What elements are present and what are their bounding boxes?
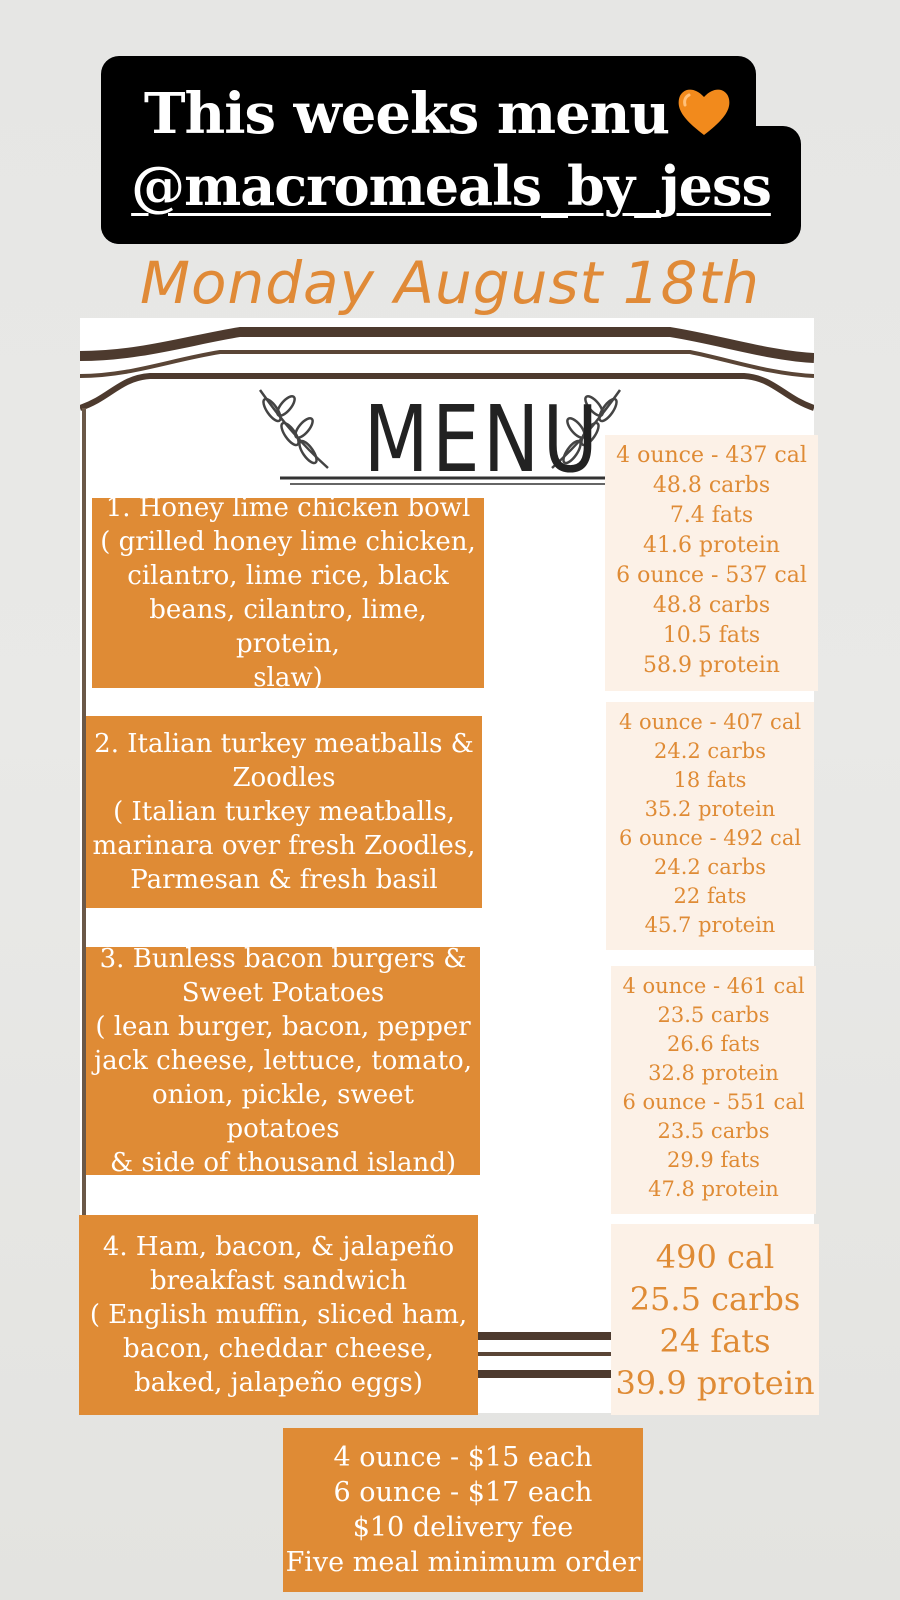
item-line: beans, cilantro, lime, protein, <box>149 595 427 659</box>
nutrition-line: 23.5 carbs <box>657 1003 770 1027</box>
nutrition-line: 490 cal <box>655 1238 775 1276</box>
item-line: ( English muffin, sliced ham, <box>89 1300 468 1330</box>
item-line: Sweet Potatoes <box>181 978 385 1008</box>
nutrition-line: 6 ounce - 537 cal <box>616 563 807 588</box>
nutrition-line: 24.2 carbs <box>654 739 766 763</box>
nutrition-line: 48.8 carbs <box>652 473 771 498</box>
handle-mention-link[interactable]: @macromeals_by_jess <box>131 154 771 218</box>
item-line: Zoodles <box>232 763 336 793</box>
item-line: ( Italian turkey meatballs, <box>113 797 455 827</box>
item-line: Parmesan & fresh basil <box>130 865 438 895</box>
item-line: 3. Bunless bacon burgers & <box>99 944 467 974</box>
nutrition-item-2 <box>606 702 814 950</box>
nutrition-item-4 <box>611 1224 819 1415</box>
item-line: 2. Italian turkey meatballs & <box>94 729 474 759</box>
nutrition-line: 58.9 protein <box>643 653 780 678</box>
nutrition-line: 48.8 carbs <box>652 593 771 618</box>
pricing-line: 4 ounce - $15 each <box>333 1442 593 1473</box>
nutrition-item-1 <box>605 435 818 691</box>
item-line: bacon, cheddar cheese, <box>123 1334 434 1364</box>
item-line: ( lean burger, bacon, pepper <box>95 1012 471 1042</box>
item-line: 4. Ham, bacon, & jalapeño <box>102 1232 455 1262</box>
nutrition-line: 45.7 protein <box>644 913 776 937</box>
nutrition-line: 4 ounce - 437 cal <box>616 443 807 468</box>
menu-title: MENU <box>363 386 602 493</box>
nutrition-line: 25.5 carbs <box>629 1280 801 1318</box>
menu-item-4 <box>79 1215 478 1415</box>
nutrition-line: 41.6 protein <box>643 533 780 558</box>
item-line: slaw) <box>253 663 323 693</box>
nutrition-line: 24 fats <box>659 1322 771 1360</box>
nutrition-line: 10.5 fats <box>662 623 761 648</box>
orange-heart-icon <box>675 83 733 139</box>
nutrition-line: 26.6 fats <box>667 1032 760 1056</box>
nutrition-line: 6 ounce - 551 cal <box>622 1090 805 1114</box>
pricing-line: 6 ounce - $17 each <box>333 1477 593 1508</box>
nutrition-line: 7.4 fats <box>669 503 754 528</box>
nutrition-line: 4 ounce - 461 cal <box>622 974 805 998</box>
item-line: cilantro, lime rice, black <box>127 561 449 591</box>
header-handle-line[interactable] <box>101 154 801 218</box>
header-title: This weeks menu <box>143 81 670 147</box>
item-line: breakfast sandwich <box>149 1266 407 1296</box>
nutrition-line: 35.2 protein <box>644 797 776 821</box>
pricing-box <box>283 1428 643 1592</box>
nutrition-line: 18 fats <box>673 768 747 792</box>
nutrition-line: 24.2 carbs <box>654 855 766 879</box>
menu-item-2 <box>86 716 482 908</box>
nutrition-line: 23.5 carbs <box>657 1119 770 1143</box>
header-sticker <box>101 56 801 244</box>
nutrition-line: 47.8 protein <box>648 1177 779 1201</box>
item-line: jack cheese, lettuce, tomato, <box>94 1046 472 1076</box>
item-line: marinara over fresh Zoodles, <box>92 831 476 861</box>
item-line: onion, pickle, sweet potatoes <box>152 1080 414 1144</box>
pricing-line: Five meal minimum order <box>285 1547 641 1578</box>
item-line: 1. Honey lime chicken bowl <box>105 493 471 523</box>
item-line: ( grilled honey lime chicken, <box>100 527 476 557</box>
nutrition-line: 6 ounce - 492 cal <box>618 826 802 850</box>
menu-item-3 <box>86 944 480 1178</box>
pricing-line: $10 delivery fee <box>352 1512 574 1543</box>
menu-date: Monday August 18th <box>139 249 761 317</box>
nutrition-item-3 <box>611 966 816 1214</box>
header-title-line <box>101 82 776 146</box>
nutrition-line: 32.8 protein <box>648 1061 779 1085</box>
item-line: baked, jalapeño eggs) <box>134 1368 423 1398</box>
nutrition-line: 29.9 fats <box>667 1148 760 1172</box>
nutrition-line: 22 fats <box>673 884 747 908</box>
item-line: & side of thousand island) <box>110 1148 456 1178</box>
nutrition-line: 4 ounce - 407 cal <box>618 710 802 734</box>
nutrition-line: 39.9 protein <box>615 1364 815 1402</box>
menu-item-1 <box>92 493 484 693</box>
